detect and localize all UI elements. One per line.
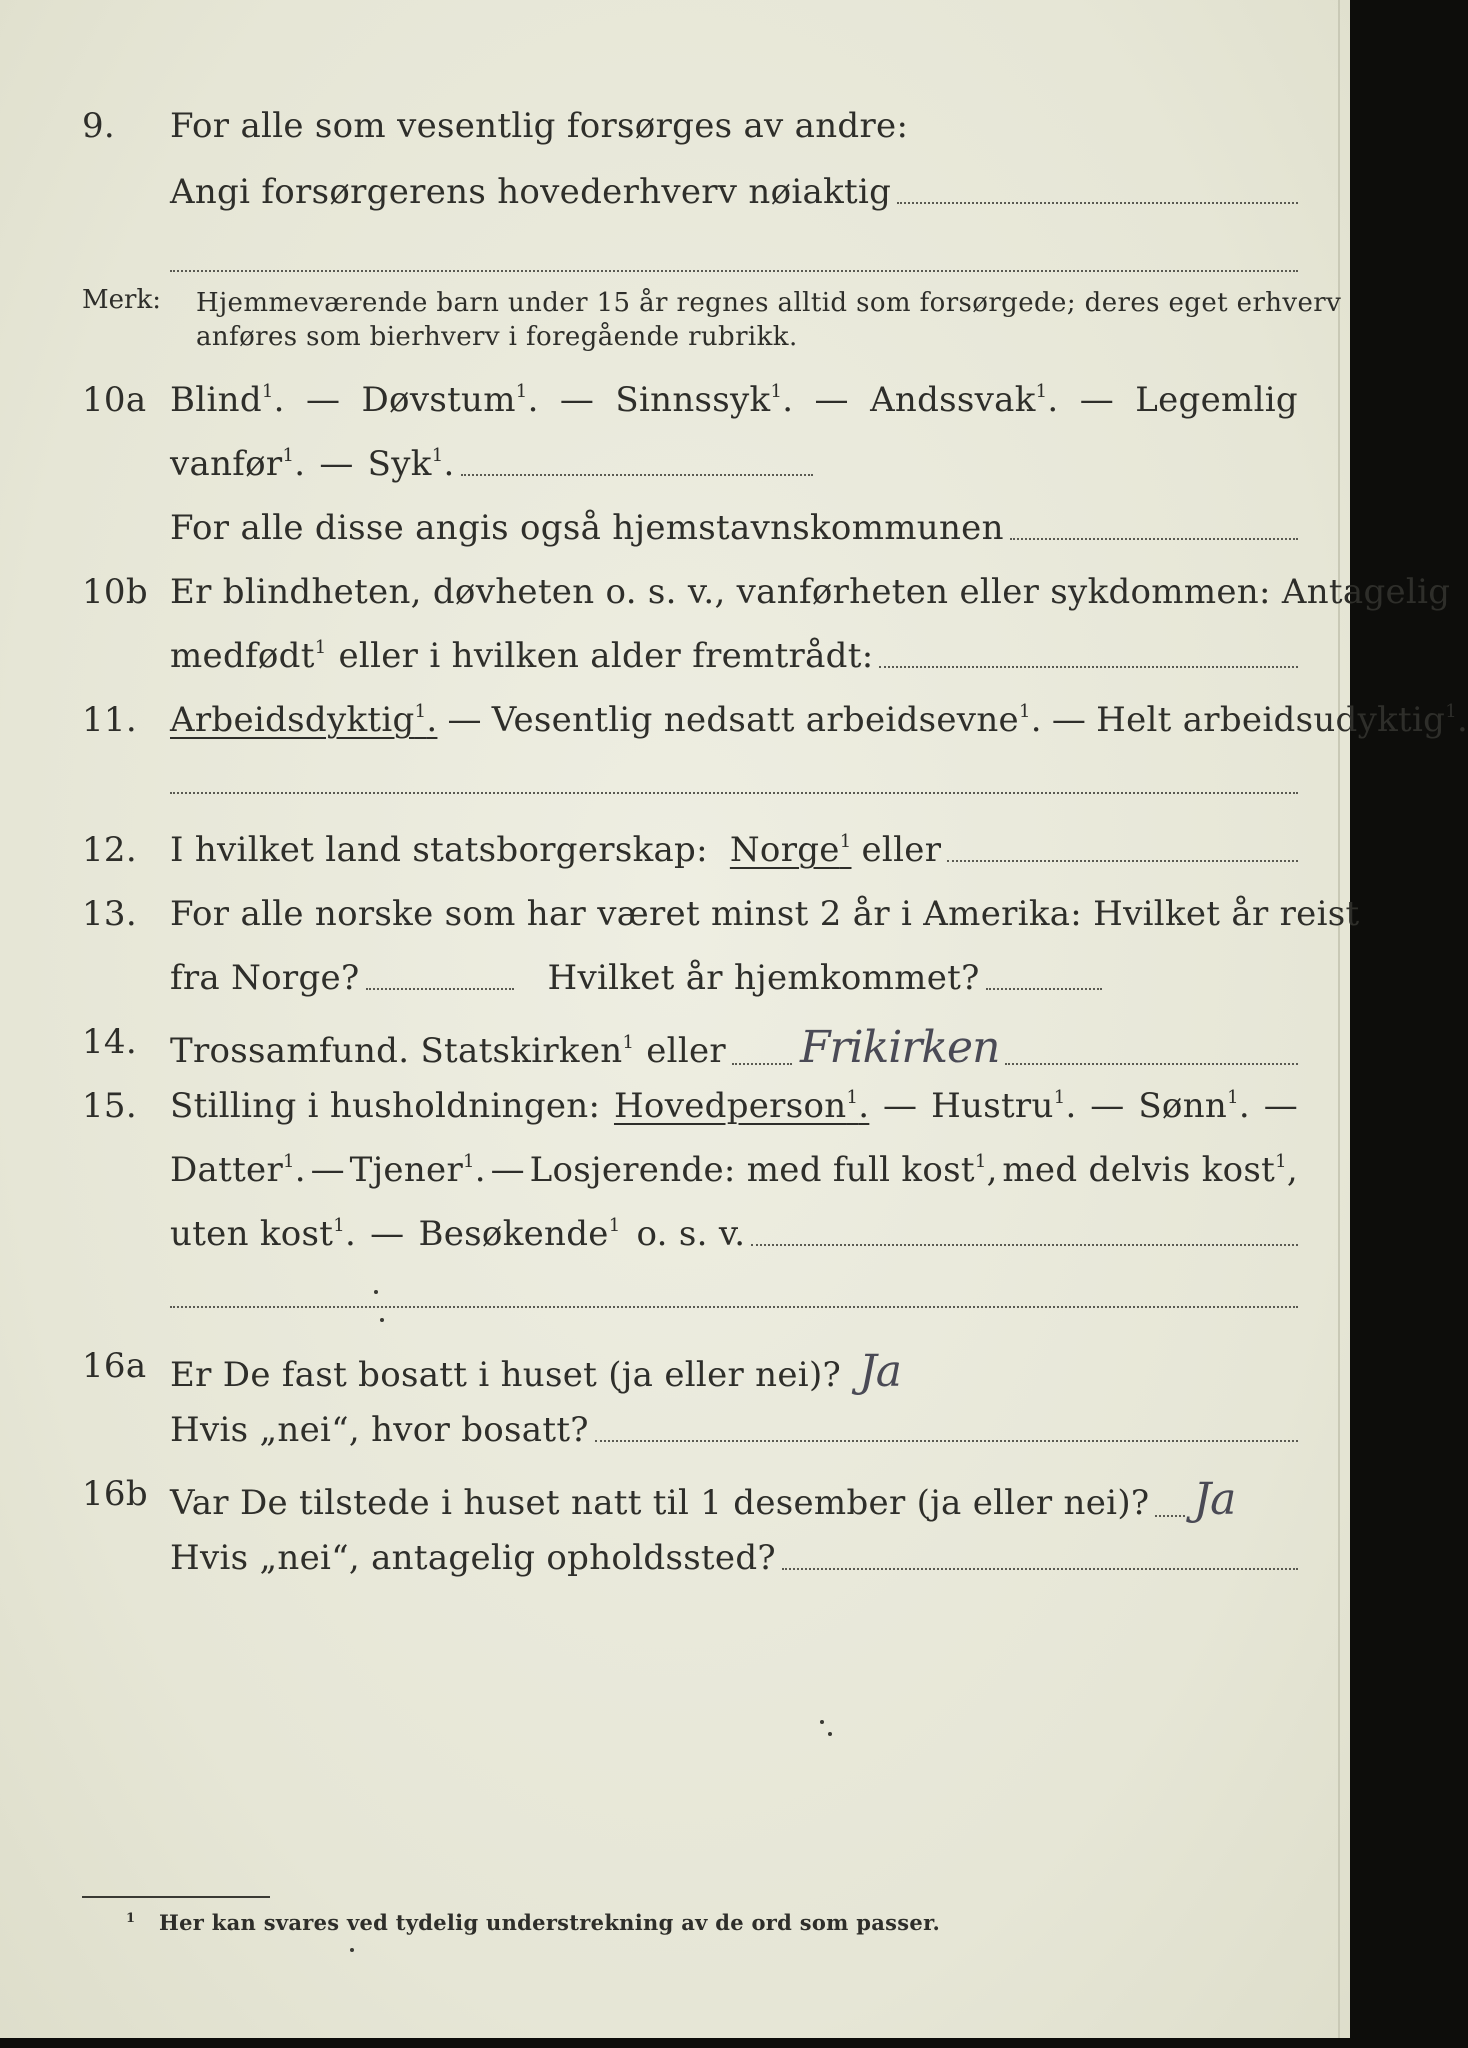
option-tjener: Tjener$^1$. <box>349 1150 486 1190</box>
q10b-prompt: eller i hvilken alder fremtrådt: <box>338 636 874 676</box>
merk-label: Merk: <box>82 285 161 315</box>
option-sinnssyk: Sinnssyk$^1$. <box>615 380 794 420</box>
option-arbeidsdyktig-underlined[interactable]: Arbeidsdyktig$^1$. <box>170 700 438 740</box>
dash: — <box>883 1086 918 1126</box>
option-vanfor: vanfør$^1$. <box>170 444 306 484</box>
q9-number: 9. <box>82 106 116 146</box>
q10a-hjemstavn-field[interactable] <box>1010 536 1298 540</box>
option-dovstum: Døvstum$^1$. <box>361 380 539 420</box>
q9-answer-field[interactable] <box>897 200 1298 204</box>
q16b-line2 <box>170 1538 1298 1578</box>
q15-line2 <box>170 1150 1298 1190</box>
footnote <box>126 1910 940 1935</box>
q10a-number: 10a <box>82 380 147 420</box>
q14-eller: eller <box>646 1031 726 1071</box>
q12-line1 <box>170 830 1298 870</box>
q10a-line3 <box>170 508 1298 548</box>
q9-answer-field-2[interactable] <box>170 268 1298 272</box>
option-medfodt: medfødt$^1$ <box>170 636 327 676</box>
q16b-handwritten-answer[interactable]: Ja <box>1193 1474 1236 1525</box>
dash: — <box>1079 380 1115 420</box>
dash: — <box>370 1214 405 1254</box>
footnote-mark: 1 <box>126 1911 136 1926</box>
option-besokende: Besøkende$^1$ <box>418 1214 621 1254</box>
q15-line1 <box>170 1086 1298 1126</box>
option-andssvak: Andssvak$^1$. <box>870 380 1059 420</box>
q13-line2 <box>170 958 1298 998</box>
q9-line2 <box>170 172 1298 212</box>
option-blind: Blind$^1$. <box>170 380 285 420</box>
q14-answer-field[interactable] <box>1005 1061 1298 1065</box>
q16a-text: Er De fast bosatt i huset (ja eller nei)? <box>170 1355 842 1395</box>
q9-line1 <box>170 106 1298 146</box>
q14-line1 <box>170 1022 1298 1073</box>
dash: — <box>447 700 482 740</box>
q15-answer-field[interactable] <box>751 1242 1298 1246</box>
merk-line2: anføres som bierhverv i foregående rubrikk. <box>196 322 798 352</box>
q11-answer-field[interactable] <box>170 790 1298 794</box>
dash: — <box>310 1150 345 1190</box>
q16b-line1 <box>170 1474 1298 1525</box>
footnote-text: Her kan svares ved tydelig understrekning av de ord som passer. <box>158 1910 941 1935</box>
q10b-line1 <box>170 572 1451 612</box>
q13-number: 13. <box>82 894 137 934</box>
q15-osv: o. s. v. <box>636 1214 746 1254</box>
option-uten-kost: uten kost$^1$. <box>170 1214 357 1254</box>
q16b-answer-field[interactable] <box>782 1566 1298 1570</box>
q16a-number: 16a <box>82 1346 147 1386</box>
ink-speck <box>350 1948 354 1952</box>
q16b-prompt: Hvis „nei“, antagelig opholdssted? <box>170 1538 776 1578</box>
q15-answer-field-2[interactable] <box>170 1304 1298 1308</box>
ink-speck <box>380 1318 384 1322</box>
q10b-answer-field[interactable] <box>879 664 1298 668</box>
q13-hjem-field[interactable] <box>986 986 1102 990</box>
q13-fra-prompt: fra Norge? <box>170 958 360 998</box>
option-vesentlig-nedsatt: Vesentlig nedsatt arbeidsevne$^1$. <box>491 700 1042 740</box>
merk-line1: Hjemmeværende barn under 15 år regnes alltid som forsørgede; deres eget erhverv <box>196 288 1342 318</box>
option-hovedperson-underlined[interactable]: Hovedperson$^1$. <box>613 1086 870 1126</box>
q13-line1 <box>170 894 1360 934</box>
q10b-number: 10b <box>82 572 148 612</box>
option-helt-udyktig: Helt arbeidsudyktig$^1$. <box>1096 700 1468 740</box>
q14-text: Trossamfund. Statskirken$^1$ <box>170 1031 635 1071</box>
q9-prompt: Angi forsørgerens hovederhverv nøiaktig <box>170 172 892 212</box>
q15-stilling: Stilling i husholdningen: <box>170 1086 601 1126</box>
q13-text: For alle norske som har været minst 2 år i Amerika: Hvilket år reist <box>170 894 1360 934</box>
q10b-line2 <box>170 636 1298 676</box>
q12-number: 12. <box>82 830 137 870</box>
q14-field-lead <box>732 1061 792 1065</box>
dash: — <box>490 1150 525 1190</box>
q16a-answer-field[interactable] <box>595 1438 1298 1442</box>
q12-text: I hvilket land statsborgerskap: <box>170 830 708 870</box>
q14-number: 14. <box>82 1022 137 1062</box>
dash: — <box>1090 1086 1125 1126</box>
q10a-line1 <box>170 380 1298 420</box>
dash: — <box>814 380 849 420</box>
q9-text: For alle som vesentlig forsørges av andre: <box>170 106 909 146</box>
q12-answer-field[interactable] <box>947 858 1298 862</box>
q10a-line2 <box>170 444 1298 484</box>
q10b-text: Er blindheten, døvheten o. s. v., vanførheten eller sykdommen: Antagelig <box>170 572 1451 612</box>
q16a-prompt: Hvis „nei“, hvor bosatt? <box>170 1410 589 1450</box>
option-losjerende: Losjerende: med full kost$^1$, <box>529 1150 998 1190</box>
q13-hjem-prompt: Hvilket år hjemkommet? <box>547 958 980 998</box>
q10a-hjemstavn-prompt: For alle disse angis også hjemstavnskommunen <box>170 508 1004 548</box>
q13-fra-field[interactable] <box>366 986 514 990</box>
q16b-number: 16b <box>82 1474 148 1514</box>
q16a-line1 <box>170 1346 1298 1397</box>
ink-speck <box>374 1290 378 1294</box>
q15-number: 15. <box>82 1086 137 1126</box>
dash: — <box>1263 1086 1298 1126</box>
option-datter: Datter$^1$. <box>170 1150 306 1190</box>
option-sonn: Sønn$^1$. <box>1138 1086 1250 1126</box>
q14-handwritten-answer[interactable]: Frikirken <box>799 1022 1000 1073</box>
dash: — <box>559 380 595 420</box>
ink-speck <box>828 1732 832 1736</box>
dash: — <box>1051 700 1087 740</box>
q16b-text: Var De tilstede i huset natt til 1 desember (ja eller nei)? <box>170 1483 1150 1523</box>
q16a-line2 <box>170 1410 1298 1450</box>
q12-eller: eller <box>861 830 942 870</box>
dash: — <box>305 380 341 420</box>
option-delvis-kost: med delvis kost$^1$, <box>1002 1150 1298 1190</box>
option-syk: Syk$^1$. <box>367 444 455 484</box>
q15-line3 <box>170 1214 1298 1254</box>
q10a-syk-field[interactable] <box>461 472 813 476</box>
option-norge-underlined[interactable]: Norge$^1$ <box>729 830 852 870</box>
q16a-handwritten-answer[interactable]: Ja <box>859 1346 901 1397</box>
option-hustru: Hustru$^1$. <box>931 1086 1077 1126</box>
dash: — <box>319 444 354 484</box>
q11-number: 11. <box>82 700 137 740</box>
ink-speck <box>820 1720 824 1724</box>
q16b-field-lead <box>1155 1513 1185 1517</box>
q11-line1 <box>170 700 1468 740</box>
footnote-rule <box>82 1896 270 1898</box>
option-legemlig: Legemlig <box>1135 380 1298 420</box>
